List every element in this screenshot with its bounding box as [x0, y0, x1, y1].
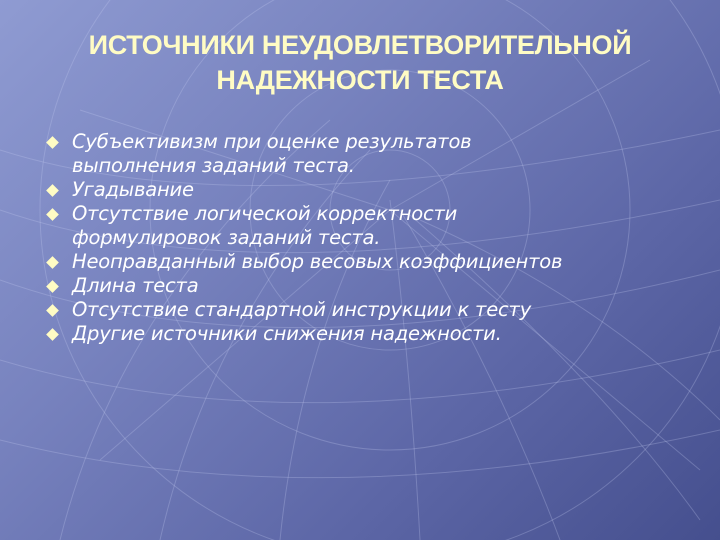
bullet-item-weight-coefficients	[46, 250, 706, 274]
bullet-item-subjectivism	[46, 130, 706, 178]
diamond-bullet-icon	[46, 256, 59, 269]
bullet-item-other-sources	[46, 322, 706, 346]
diamond-bullet-icon	[46, 184, 59, 197]
bullet-text-line: формулировок заданий теста.	[72, 226, 381, 249]
bullet-text-line: выполнения заданий теста.	[72, 154, 355, 177]
diamond-bullet-icon	[46, 208, 59, 221]
bullet-text-line: Длина теста	[72, 274, 199, 297]
bullet-item-test-length	[46, 274, 706, 298]
bullet-text-line: Угадывание	[72, 178, 194, 201]
bullet-item-standard-instruction	[46, 298, 706, 322]
bullet-text-line: Отсутствие логической корректности	[72, 202, 458, 225]
slide-title	[20, 28, 700, 98]
diamond-bullet-icon	[46, 328, 59, 341]
diamond-bullet-icon	[46, 136, 59, 149]
bullet-list	[46, 130, 706, 346]
bullet-text-line: Субъективизм при оценке результатов	[72, 130, 472, 153]
diamond-bullet-icon	[46, 280, 59, 293]
bullet-item-logical-correctness	[46, 202, 706, 250]
bullet-item-guessing	[46, 178, 706, 202]
bullet-text-line: Отсутствие стандартной инструкции к тесту	[72, 298, 532, 321]
diamond-bullet-icon	[46, 304, 59, 317]
title-line-1: ИСТОЧНИКИ НЕУДОВЛЕТВОРИТЕЛЬНОЙ	[88, 30, 632, 60]
bullet-text-line: Другие источники снижения надежности.	[72, 322, 502, 345]
bullet-text-line: Неоправданный выбор весовых коэффициентов	[72, 250, 563, 273]
title-line-2: НАДЕЖНОСТИ ТЕСТА	[216, 65, 504, 95]
